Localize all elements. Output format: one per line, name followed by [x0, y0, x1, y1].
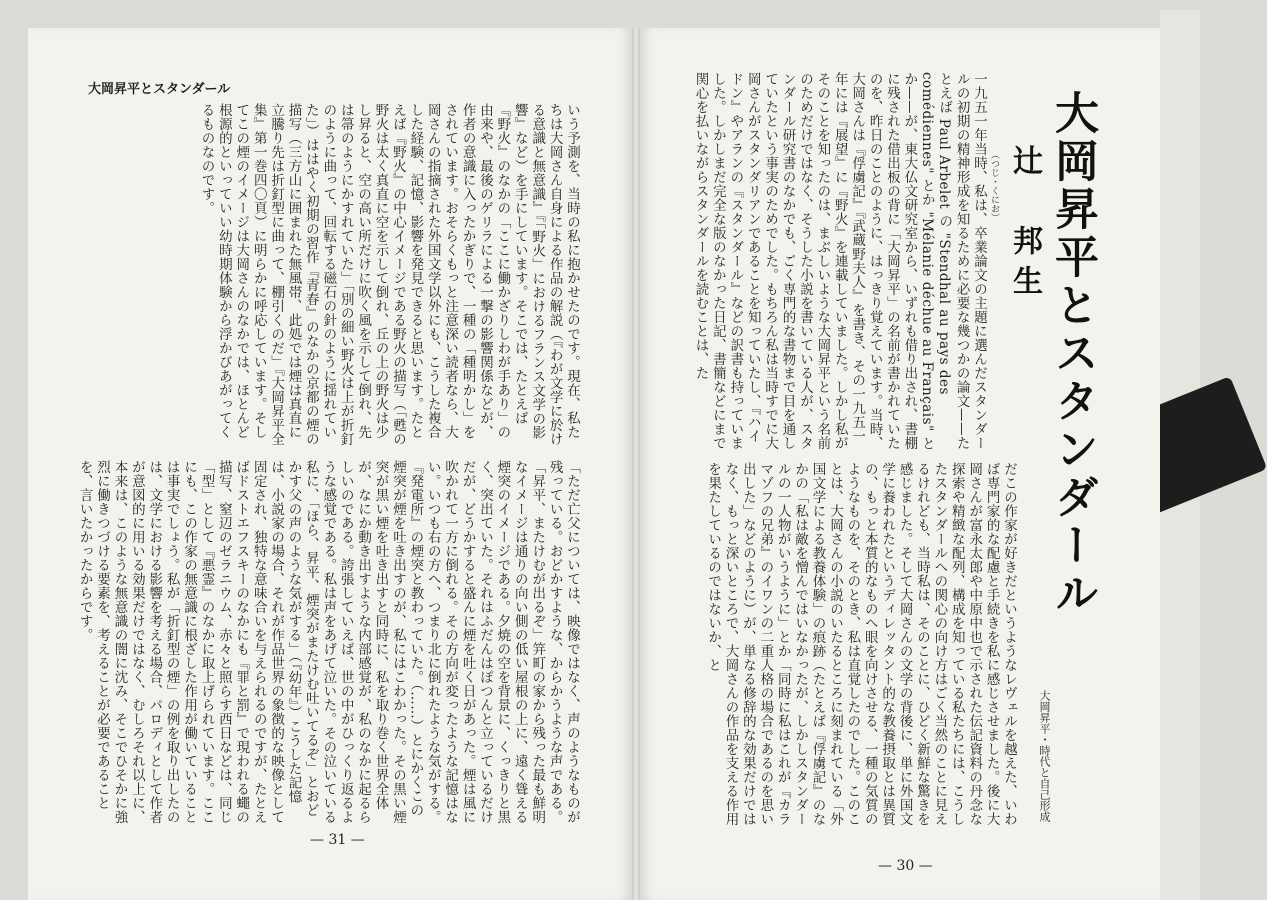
article-title: 大岡昇平とスタンダール — [1047, 90, 1098, 618]
author-ruby: （つじ・くにお） — [989, 150, 999, 222]
running-head: 大岡昇平とスタンダール — [88, 82, 231, 97]
right-lower-text: だこの作家が好きだというようなレヴェルを越えた、いわば専門家的な配慮と手続きを私に感じさせました。後に大岡さんが富永太郎や中原中也で示された伝記資料の丹念な探索や精緻な配列、構成を知っている私たちには、こうしたスタンダールへの関心の向け方はごく当然のことに見えるけれども、当時私は、そのことに、ひどく新鮮な驚きを感じました。そして大岡さんの文学の背後に、単に外国文学に養われたというディレッタント的な教養摂取とは異質の、もっと本質的なものへ眼を向けさせる、一種の気質のようなものを、そのとき、私は直覚したのでした。このことは、大岡さんの小説のいたるところに刻まれている「外国文学による教養体験」の痕跡（たとえば『俘虜記』のなかの「私は敵を憎んではいなかったが、しかしスタンダールの一人物がいうように」とか「同時に私はこれが『カラマゾフの兄弟』のイワンの二重人格の場合であるのを思い出した」などのように）が、単なる修辞的な効果だけではなく、もっと深いところで、大岡さんの作品を支える作用を果たしているのではないか、と — [705, 462, 1017, 826]
right-folio: — 30 — — [878, 858, 933, 874]
right-upper-text: 一九五一年当時、私は、卒業論文の主題に選んだスタンダールの初期の精神形成を知るために必要な幾つかの論文——たとえば Paul Arbelet の "Stendhal au pays des comédiennes" とか "Mélanie déchue au Français" とか——が、東大仏文研究室から、いずれも借り出され、書棚に残された借出板の背に「大岡昇平」の名前が書かれていたのを、昨日のことのように、はっきり覚えています。当時、大岡さんは『俘虜記』『武蔵野夫人』を書き、その一九五一年には『展望』に『野火』を連載していました。しかし私がそのことを知ったのは、まぶしいような大岡昇平という名前のためだけではなく、そうした小説を書いている人が、スタンダール研究書のなかでも、ごく専門的な書物まで目を通していたという事実のためでした。もちろん私は当時すでに大岡さんがスタンダリアンであることを知っていたし、『ハイドン』やアランの『スタンダール』などの訳書も持っていました。しかしまだ完全な版のなかった日記、書簡などにまで関心を払いながらスタンダールを読むことは、た — [692, 72, 987, 451]
author-name: 辻 邦生 — [1007, 145, 1042, 305]
left-folio: — 31 — — [310, 832, 365, 848]
left-lower-text: 「ただ亡父については、映像ではなく、声のようなものが残っている。おどかすような、からかうような声である。「昇平、またけむが出るぞ」笄町の家から残った最も鮮明なイメージは通りの向い側の低い屋根の上に、遠く聳える煙突のイメージである。夕焼の空を背景に、くっきりと黒く、突出ていた。それはふだんはぽつんと立っているだけだが、どうかすると盛んに煙を吐く日があった。煙は風に吹かれて一方に倒れる。その方向が変ったような記憶はない。いつも右の方へ、つまり北に倒れたような気がする。『発電所』の煙突と教わっていた。（……）とにかくこの煙突が煙を吐き出すのが、私にはこわかった。その黒い煙突が黒い煙を吐き出すと同時に、私を取り巻く世界全体が、なにか動き出すような内部感覚が、私のなかに起るらしいのである。誇張していえば、世の中がひっくり返るような感覚である。私は声をあげて泣いた。その泣いている私に、「ほら、昇平、煙突がまたけむ吐いてるぞ」とおどかす父の声のような気がする」（『幼年』）こうした記憶は、小説家の場合、それが作品世界の象徴的な映像として固定され、独特な意味合いを与えられるのですが、たとえばドストエフスキーのなかにも『罪と罰』で現われる蠅の描写、窒辺のゼラニウム、赤々と照らす西日などは、同じ「型」として『悪霊』のなかに取上げられています。ここにも、この作家の無意識に根ざした作用が働いていることは事実でしょう。私が「折釘型の煙」の例を取り出したのは、文学における影響を考える場合、パロディとして作者が意図的に用いる効果だけではなく、むしろそれ以上に、本来は、このような無意識の闇に沈み、そこでひそかに強烈に働きつづける要素を、考えることが必要であることを、言いたかったからです。 — [76, 460, 580, 824]
left-upper-text: いう予測を、当時の私に抱かせたのです。現在、私たちは大岡さん自身による作品の解説（『わが文学に於ける意識と無意識』『「野火」におけるフランス文学の影響』など）を手にしています。そこでは、たとえば『野火』のなかの「ここに働かざりしわが手あり」の由来や、最後のゲリラによる一撃の影響関係などが、作者の意識に入ったかぎりで、一種の「種明かし」をされています。おそらくもっと注意深い読者なら、大岡さんの指摘された外国文学以外にも、こうした複合した経験、記憶、影響を発見できると思います。たとえば『野火』の中心イメージである野火の描写（「甦の野火は太く真直に空を示して倒れ、丘の上の野火は少し昇ると、空の高い所だけに吹く風を示して倒れ、先は箒のようにかすれていた」「別の細い野火は上が折釘のように曲って、回転する磁石の針のように揺れていた」）ははやく初期の習作『青春』のなかの京都の煙の描写（三方山に囲まれた無風帯、此処では煙は真直に立騰り先は折釘型に曲って、棚引くのだ」『大岡昇平全集』第一巻四〇頁）に明らかに呼応しています。そしてこの煙のイメージは大岡さんのなかでは、ほとんど根源的といっていい幼時期体験から浮かびあがってくるものなのです。 — [198, 103, 580, 447]
series-label: 大岡昇平・時代と自己形成 — [1038, 690, 1051, 822]
book-gutter — [632, 28, 640, 900]
